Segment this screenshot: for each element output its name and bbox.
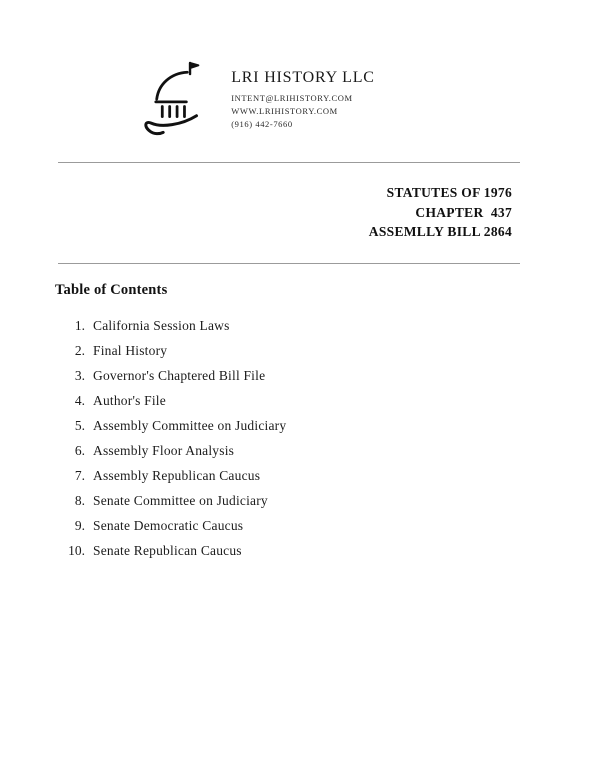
case-reference-block (0, 183, 512, 242)
toc-item-label: Senate Democratic Caucus (93, 517, 244, 533)
toc-item-number: 9. (74, 517, 85, 533)
toc-item-label: Assembly Floor Analysis (93, 442, 235, 458)
divider-bottom (58, 263, 520, 264)
letterhead-text (231, 69, 375, 132)
company-phone: (916) 442-7660 (231, 119, 293, 130)
toc-item-number: 7. (74, 467, 85, 483)
toc-item (55, 313, 600, 338)
toc-item (55, 438, 600, 463)
toc-item-number: 3. (74, 367, 85, 383)
company-website: WWW.LRIHISTORY.COM (231, 105, 338, 116)
toc-item-number: 6. (74, 442, 85, 458)
toc-list (55, 313, 600, 563)
toc-item (55, 388, 600, 413)
toc-item-number: 10. (68, 542, 85, 558)
toc-item (55, 538, 600, 563)
toc-item-number: 2. (74, 342, 85, 358)
toc-item-number: 1. (74, 317, 85, 333)
statutes-line: STATUTES OF 1976 (386, 185, 512, 200)
toc-item (55, 488, 600, 513)
toc-item-number: 5. (74, 417, 85, 433)
toc-item (55, 463, 600, 488)
toc-item-number: 8. (74, 492, 85, 508)
toc-item-label: Final History (93, 342, 168, 358)
toc-item-label: Senate Republican Caucus (93, 542, 242, 558)
toc-item (55, 413, 600, 438)
toc-item (55, 338, 600, 363)
company-name: LRI HISTORY LLC (231, 68, 375, 86)
toc-item-label: Author's File (93, 392, 166, 408)
letterhead (0, 0, 600, 142)
toc-item-label: Senate Committee on Judiciary (93, 492, 268, 508)
bill-line: ASSEMLLY BILL 2864 (368, 224, 512, 240)
toc-item (55, 363, 600, 388)
company-email: INTENT@LRIHISTORY.COM (231, 92, 353, 103)
toc-item-label: Assembly Committee on Judiciary (93, 417, 287, 433)
divider-top (58, 162, 520, 163)
toc-item (55, 513, 600, 538)
toc-title: Table of Contents (55, 281, 168, 298)
toc-item-label: California Session Laws (93, 317, 230, 333)
toc-item-label: Assembly Republican Caucus (93, 467, 261, 483)
toc-item-label: Governor's Chaptered Bill File (93, 367, 266, 383)
chapter-line: CHAPTER 437 (415, 204, 512, 220)
toc-item-number: 4. (74, 392, 85, 408)
capitol-logo-icon (141, 58, 215, 142)
